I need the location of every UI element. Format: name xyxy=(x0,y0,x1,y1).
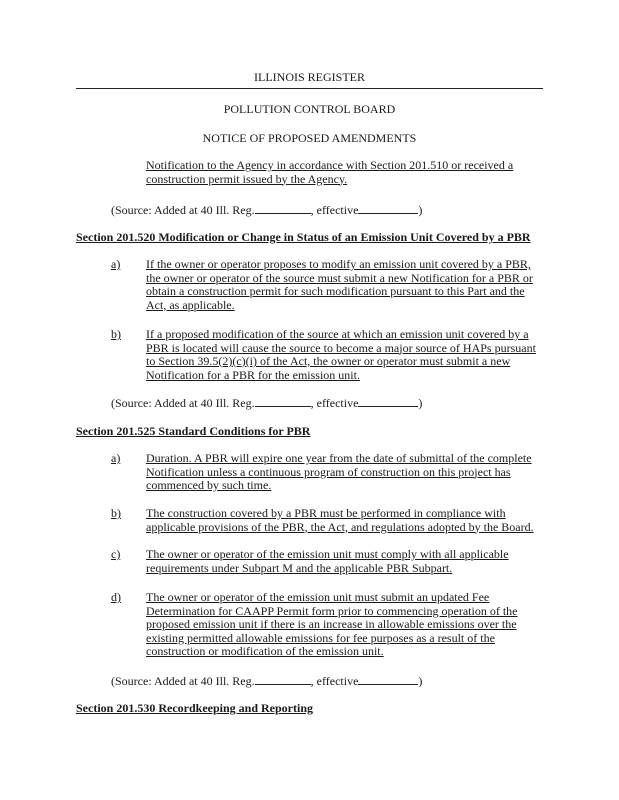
paragraph-line: PBR is located will cause the source to become a major source of HAPs pursuant xyxy=(146,340,536,355)
item-label: a) xyxy=(111,257,121,271)
paragraph-line: If a proposed modification of the source at which an emission unit covered by a xyxy=(146,327,529,341)
effective-blank xyxy=(358,396,418,407)
item-label: b) xyxy=(111,506,121,520)
board-title: POLLUTION CONTROL BOARD xyxy=(223,102,396,116)
item-label: a) xyxy=(111,451,121,465)
paragraph-line: Notification for a PBR for the emission unit. xyxy=(146,367,360,382)
section-heading-525: Section 201.525 Standard Conditions for PBR xyxy=(76,424,311,438)
paragraph-line: Duration. A PBR will expire one year from the date of submittal of the complete xyxy=(146,451,532,465)
source-middle: , effective xyxy=(310,203,359,217)
paragraph-line: proposed emission unit if there is an increase in allowable emissions over the xyxy=(146,617,517,631)
source-prefix: (Source: Added at 40 Ill. Reg. xyxy=(111,203,255,217)
paragraph-line: The owner or operator of the emission unit must submit an updated Fee xyxy=(146,590,490,604)
paragraph-525-a xyxy=(146,452,538,493)
source-suffix: ) xyxy=(418,203,423,217)
source-note xyxy=(111,674,422,689)
paragraph-525-b xyxy=(146,507,538,534)
item-label: b) xyxy=(111,327,121,341)
item-label: c) xyxy=(111,547,121,561)
paragraph-line: construction or modification of the emission unit. xyxy=(146,644,384,658)
reg-blank xyxy=(255,674,311,685)
source-note xyxy=(111,203,422,218)
section-heading-530: Section 201.530 Recordkeeping and Reporting xyxy=(76,701,313,715)
source-prefix: (Source: Added at 40 Ill. Reg. xyxy=(111,674,255,688)
paragraph-line: The owner or operator of the emission unit must comply with all applicable xyxy=(146,547,509,561)
source-suffix: ) xyxy=(418,674,423,688)
paragraph-525-d xyxy=(146,591,538,659)
paragraph-line: The construction covered by a PBR must be performed in compliance with xyxy=(146,506,506,520)
paragraph-line: existing permitted allowable emissions for fee purposes as a result of the xyxy=(146,630,495,645)
source-prefix: (Source: Added at 40 Ill. Reg. xyxy=(111,396,255,410)
paragraph-line: the owner or operator of the source must submit a new Notification for a PBR or xyxy=(146,270,533,285)
paragraph-line: Determination for CAAPP Permit form prior to commencing operation of the xyxy=(146,603,518,618)
paragraph-line: obtain a construction permit for such modification pursuant to this Part and the xyxy=(146,284,525,298)
source-middle: , effective xyxy=(310,396,359,410)
source-middle: , effective xyxy=(310,674,359,688)
item-label: d) xyxy=(111,590,121,604)
notice-title: NOTICE OF PROPOSED AMENDMENTS xyxy=(202,131,417,145)
paragraph-line: Act, as applicable. xyxy=(146,297,235,312)
section-heading-520: Section 201.520 Modification or Change in Status of an Emission Unit Covered by a PBR xyxy=(76,230,531,244)
paragraph-line: applicable provisions of the PBR, the Act, and regulations adopted by the Board. xyxy=(146,519,534,534)
paragraph-525-c xyxy=(146,548,538,575)
paragraph-line: If the owner or operator proposes to modify an emission unit covered by a PBR, xyxy=(146,257,531,271)
paragraph-line: Notification unless a continuous program of construction on this project has xyxy=(146,464,511,479)
paragraph-520-b xyxy=(146,328,538,382)
reg-blank xyxy=(255,396,311,407)
register-title: ILLINOIS REGISTER xyxy=(254,70,365,84)
paragraph-line: requirements under Subpart M and the applicable PBR Subpart. xyxy=(146,560,453,575)
intro-paragraph xyxy=(146,159,538,186)
paragraph-520-a xyxy=(146,258,538,312)
paragraph-line: commenced by such time. xyxy=(146,478,272,492)
intro-line: construction permit issued by the Agency. xyxy=(146,171,348,186)
header-rule xyxy=(76,88,543,89)
paragraph-line: to Section 39.5(2)(c)(i) of the Act, the owner or operator must submit a new xyxy=(146,354,511,368)
source-note xyxy=(111,396,422,411)
effective-blank xyxy=(358,203,418,214)
source-suffix: ) xyxy=(418,396,423,410)
effective-blank xyxy=(358,674,418,685)
intro-line: Notification to the Agency in accordance with Section 201.510 or received a xyxy=(146,158,514,172)
reg-blank xyxy=(255,203,311,214)
